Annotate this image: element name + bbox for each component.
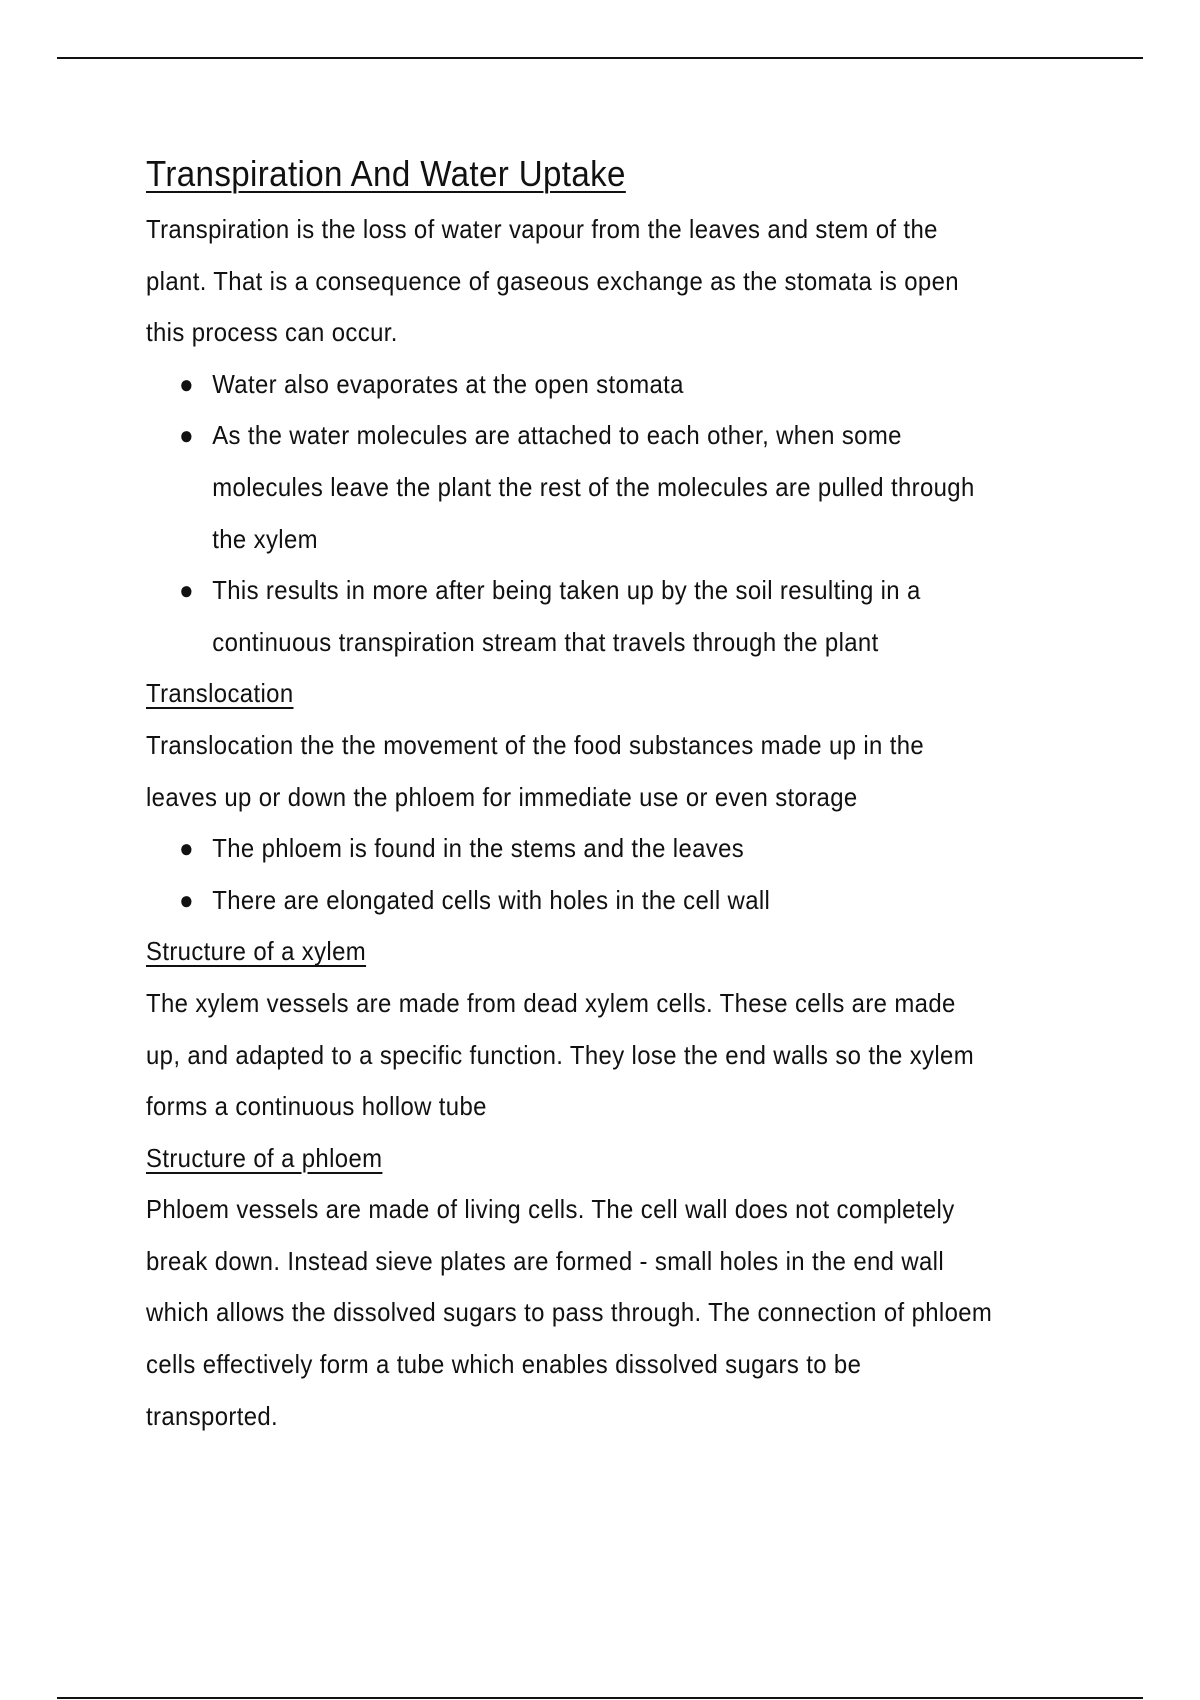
xylem-paragraph: The xylem vessels are made from dead xylem cells. These cells are made up, and adapted to a specific function. They lose the end walls so the xylem forms a continuous hollow tube (146, 987, 975, 1122)
bullet-item: ● The phloem is found in the stems and the leaves (179, 823, 992, 875)
translocation-paragraph: Translocation the the movement of the food substances made up in the leaves up or down the phloem for immediate use or even storage (146, 729, 925, 812)
document-body (146, 150, 992, 1442)
xylem-heading: Structure of a xylem (146, 936, 367, 967)
bullet-item: ● As the water molecules are attached to each other, when some molecules leave the plant the rest of the molecules are pulled through the xylem (179, 410, 992, 565)
bullet-item: ● Water also evaporates at the open stomata (179, 359, 992, 411)
translocation-heading: Translocation (146, 678, 294, 709)
transpiration-bullet-list (146, 359, 992, 669)
transpiration-paragraph: Transpiration is the loss of water vapour from the leaves and stem of the plant. That is a consequence of gaseous exchange as the stomata is open this process can occur. (146, 214, 959, 348)
phloem-heading: Structure of a phloem (146, 1142, 383, 1173)
bullet-item: ● This results in more after being taken up by the soil resulting in a continuous transpiration stream that travels through the plant (179, 565, 992, 668)
bullet-item: ● There are elongated cells with holes in the cell wall (179, 875, 992, 927)
top-rule (57, 57, 1143, 59)
section-phloem-structure (146, 1133, 992, 1443)
section-translocation (146, 668, 992, 926)
translocation-bullet-list (146, 823, 992, 926)
section-transpiration (146, 204, 992, 668)
document-title: Transpiration And Water Uptake (146, 153, 626, 194)
phloem-paragraph: Phloem vessels are made of living cells. The cell wall does not completely break down. Instead sieve plates are formed - small holes in the end wall which allows the dissolved sugars to pass through. The connection of phloem cells effectively form a tube which enables dissolved sugars to be transported. (146, 1194, 993, 1431)
bottom-rule (57, 1697, 1143, 1699)
section-xylem-structure (146, 926, 992, 1132)
